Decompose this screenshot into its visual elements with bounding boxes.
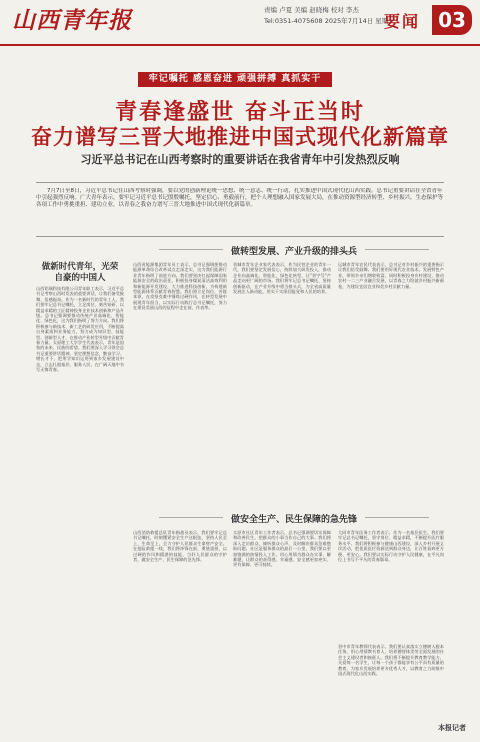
logo-text: 山西青年报: [12, 7, 132, 34]
lead-top-rule: [36, 182, 444, 183]
lead-paragraph: 7月7日至8日，习近平总书记在山西考察时强调，要以党的创新理论统一思想、统一意志、统一行动，扎实推进中国式现代化山西实践。总书记重要讲话在全省青年中引起强烈反响。广大青年表示，要牢记习近平总书记殷殷嘱托，坚定信心、勇毅前行，把个人理想融入国家发展大局，在推动资源型经济转型、乡村振兴、生态保护等各项工作中勇挑重担、建功立业，以青春之我奋力谱写三晋大地推进中国式现代化新篇章。: [36, 188, 444, 208]
slogan-banner: 牢记嘱托 感恩奋进 顽强拼搏 真抓实干: [138, 72, 332, 87]
headline-line2: 奋力谱写三晋大地推进中国式现代化新篇章: [31, 124, 449, 149]
headline-line1: 青春逢盛世 奋斗正当时: [115, 99, 365, 125]
subheadline: 习近平总书记在山西考察时的重要讲话在我省青年中引发热烈反响: [80, 153, 400, 166]
byline: 本报记者: [438, 724, 466, 732]
article-column-8: 晋中市青年教师代表表示，我们要认真落实立德树人根本任务，用心用情教书育人，培养德智体美劳全面发展的社会主义建设者和接班人。我们将不断提升教育教学能力，关爱每一名学生，让每一个孩子都能享有公平而有质量的教育，为家乡发展培养更多优秀人才，以教育之力助推中国式现代化山西实践。: [338, 644, 444, 677]
article-column-1: 山西铝瑞科技有限公司青年职工表示，习近平总书记考察山西时发表的重要讲话，让我们备受鼓舞、倍感振奋。作为一名新时代的青年工人，我们要牢记总书记嘱托，立足岗位、刻苦钻研，以精益求精的工匠精神投身企业技术创新和产品升级。总书记强调要推动传统产业高端化、智能化、绿色化，这为我们指明了努力方向。我们将积极参与新技术、新工艺的研发应用，不断提高自身素质和业务能力，努力成为知识型、技能型、创新型人才，在推动产业转型升级中贡献青春力量。太原理工大学学生代表表示，青年是国家的未来、民族的希望。我们要深入学习领会总书记重要讲话精神，坚定理想信念，勤奋学习、增长才干，把所学知识运用到家乡发展建设中去，立志扎根基层、服务人民，在广阔天地中书写无悔青春。: [36, 286, 124, 373]
left-column-title-text: 做新时代青年，光荣 自豪的中国人: [41, 262, 119, 283]
newspaper-logo: [12, 4, 162, 38]
editor-line: 责编 卢夏 美编 赵晓梅 校对 李杰: [264, 6, 359, 14]
section-heading-transformation: 做转型发展、产业升级的排头兵: [231, 244, 357, 257]
date-line: Tel:0351-4075608 2025年7月14日 星期一: [264, 17, 395, 25]
article-column-5: 山西消防救援总队青年指战员表示，我们要牢记总书记嘱托，时刻绷紧安全生产这根弦，坚持人民至上、生命至上，全力守护人民群众生命财产安全。在抢险救援一线，我们将冲锋在前、勇挑重担，以过硬的作风和精湛的技能，当好人民群众的守护者，做安全生产、民生保障的急先锋。: [133, 530, 227, 563]
article-column-7: 大同市青年医务工作者表示，作为一名基层医生，我们要牢记总书记嘱托，坚守岗位、精益求精，不断提升医疗服务水平。我们将积极参与健康山西建设，深入乡村开展义诊活动，把优质医疗资源送到群众身边，让百姓看病更方便、更安心。我们要以实际行动守护人民健康，在平凡岗位上书写不平凡的青春篇章。: [338, 530, 444, 563]
article-column-6: 太原市社区青年工作者表示，总书记强调要切实保障和改善民生，把群众的小事当作自己的大事。我们将深入走访群众，倾听群众心声，及时解决群众急难愁盼问题。社区是服务群众的最后一公里，我们要以更加饱满的热情投入工作，用心用情为群众办实事、解难题，让群众的获得感、幸福感、安全感更加充实、更有保障、更可持续。: [233, 530, 331, 568]
left-column-title: [36, 262, 124, 284]
page-number: 03: [432, 5, 472, 35]
article-column-2: 山西省能源集团青年员工表示，总书记强调要推动能源革命综合改革试点走深走实，这为我们能源行业青年指明了前进方向。我们要坚决扛起保障国家能源安全的政治责任，积极投身煤炭清洁高效利用和新能源开发建设，大力推进科技创新，为构建新型能源体系贡献青春智慧。我们将立足岗位，苦练本领，在攻坚克难中锤炼过硬作风，在转型发展中展现青年担当，以实际行动践行总书记嘱托，努力在建设美丽山西的征程中走在前、作表率。: [133, 262, 227, 311]
section-name: 要闻: [384, 12, 421, 31]
article-column-4: 运城市青年农民代表表示，总书记对乡村振兴的重要指示让我们倍受鼓舞。我们要用好现代农业技术，发展特色产业，带领乡亲们增收致富。同时积极投身乡村建设，推动农村一二三产业融合发展，以青春之力绘就乡村振兴新画卷，为建设宜居宜业和美乡村贡献力量。: [338, 262, 444, 289]
section-heading-safety: 做安全生产、民生保障的急先锋: [231, 512, 357, 525]
masthead: [0, 0, 480, 46]
article-column-3: 晋城市青年企业家代表表示，作为民营企业的青年一代，我们要坚定发展信心，持续加大研发投入，推动企业向高端化、智能化、绿色化转型，让"晋字号"产品走向更广阔的市场。我们将牢记总书记嘱托，坚持创新驱动，在产业升级中勇当排头兵，为全省高质量发展注入新动能，用实干实绩回报党和人民的培养。: [233, 262, 331, 295]
lead-bottom-rule: [36, 236, 444, 237]
